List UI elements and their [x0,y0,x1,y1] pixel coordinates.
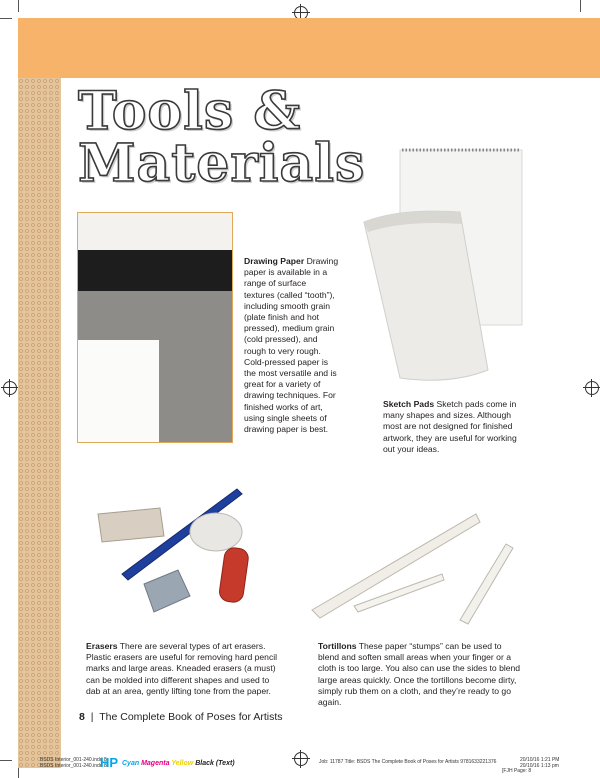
footer-separator: | [90,711,94,723]
plastic-eraser-icon [98,508,164,542]
drawing-paper-photo [77,212,233,443]
drawing-paper-heading: Drawing Paper [244,256,305,266]
tortillon-stick-1 [312,514,480,618]
erasers-photo [92,484,272,624]
page-title-line-2: Materials [78,133,366,194]
slug-job-info: Job: 11787 Title: BSDS The Complete Book of Poses for Artists 9781633221376 [319,759,497,765]
slug-yellow: Yellow [171,760,194,767]
sketch-pad-photo [360,140,530,390]
printer-slug [40,757,600,777]
sketch-pads-heading: Sketch Pads [383,399,435,409]
crop-mark-top-right-v [580,0,581,12]
slug-magenta: Magenta [141,760,170,767]
slug-dates [520,757,559,769]
printer-logo: HP [100,755,119,770]
sketch-pads-body: Sketch pads come in many shapes and sizes. Although most are not designed for finished artwork, they are useful for working out your ideas. [383,399,517,454]
drawing-paper-body: Drawing paper is available in a range of surface textures (called “tooth”), including smooth grain (plate finish and hot pressed), medium grain (cold pressed), and rough to very rough. Cold-pressed paper is the most versatile and is great for a variety of drawing techniques. For finished works of art, using single sheets of drawing paper is best. [244,256,339,435]
slug-date-2: 20/10/16 1:13 pm [520,763,559,769]
sketch-pads-paragraph [383,399,523,455]
registration-mark-right [585,381,599,395]
slug-file-names [40,757,107,769]
slug-black: Black [195,760,214,767]
tortillons-heading: Tortillons [318,641,357,651]
slug-cyan: Cyan [122,760,140,767]
tortillon-stick-3 [460,544,513,624]
tortillons-body: These paper “stumps” can be used to blend and soften small areas when your finger or a cloth is too large. You also can use the sides to blend large areas quickly. Once the tortillons become dirty, simply rub them on a cloth, and they’re ready to go again. [318,641,521,708]
red-eraser-icon [218,547,249,604]
tortillons-photo [310,508,525,628]
page-title [78,81,378,194]
page-footer [79,711,282,723]
kneaded-eraser-icon [190,513,242,551]
slug-file-2: BSDS Interior_001-240.indd 8 [40,763,107,769]
slug-text-plate: (Text) [215,760,235,767]
slug-color-plates [122,760,235,767]
crop-mark-top-left-h [0,18,12,19]
page-number: 8 [79,711,85,723]
header-band [18,18,600,78]
drawing-paper-paragraph [244,256,339,435]
slug-page-info: [FJH Page: 8 [502,768,532,774]
crop-mark-top-left-v [18,0,19,12]
slug-date-1: 20/10/16 1:21 PM [520,757,560,763]
registration-mark-left [3,381,17,395]
crop-mark-bottom-left-h [0,760,12,761]
erasers-paragraph [86,641,282,697]
footer-book-title: The Complete Book of Poses for Artists [99,711,283,723]
erasers-body: There are several types of art erasers. Plastic erasers are useful for removing hard pencil marks and large areas. Kneaded erasers (a must) can be molded into different shapes and used to dab at an area, gently lifting tone from the paper. [86,641,278,696]
tortillons-paragraph [318,641,524,708]
side-pattern-strip [18,78,61,768]
page-title-line-1: Tools & [78,81,302,142]
paper-sheet-textured [78,340,159,442]
gray-eraser-icon [144,570,190,612]
slug-file-1: BSDS Interior_001-240.indd 8 [40,757,107,763]
erasers-heading: Erasers [86,641,118,651]
